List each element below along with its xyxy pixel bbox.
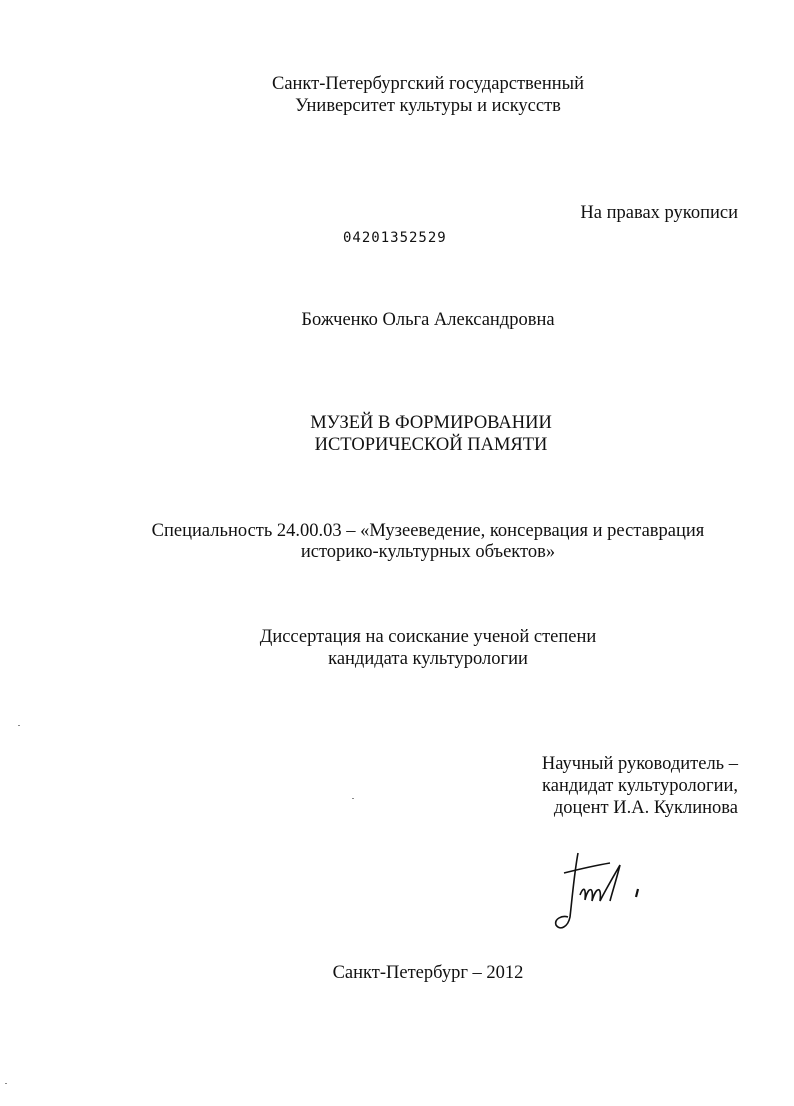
- supervisor-line-1: Научный руководитель –: [541, 754, 738, 774]
- specialty-line-2: историко-культурных объектов»: [300, 542, 556, 562]
- scan-speck: [352, 798, 354, 799]
- institution-line-1: Санкт-Петербургский государственный: [271, 74, 584, 94]
- specialty-line-1: Специальность 24.00.03 – «Музееведение, консервация и реставрация: [151, 521, 705, 541]
- supervisor-line-3: доцент И.А. Куклинова: [553, 798, 738, 818]
- manuscript-note: На правах рукописи: [580, 203, 738, 223]
- degree-line-1: Диссертация на соискание ученой степени: [259, 627, 597, 647]
- title-line-2: ИСТОРИЧЕСКОЙ ПАМЯТИ: [314, 435, 548, 455]
- registration-number: 04201352529: [343, 230, 447, 246]
- supervisor-line-2: кандидат культурологии,: [542, 776, 738, 796]
- title-line-1: МУЗЕЙ В ФОРМИРОВАНИИ: [310, 413, 552, 433]
- place-year: Санкт-Петербург – 2012: [332, 963, 524, 983]
- institution-line-2: Университет культуры и искусств: [295, 96, 561, 116]
- scan-speck: [18, 725, 20, 726]
- degree-line-2: кандидата культурологии: [328, 649, 528, 669]
- scan-speck: [5, 1083, 7, 1084]
- signature: [550, 845, 670, 935]
- author-name: Божченко Ольга Александровна: [301, 310, 555, 330]
